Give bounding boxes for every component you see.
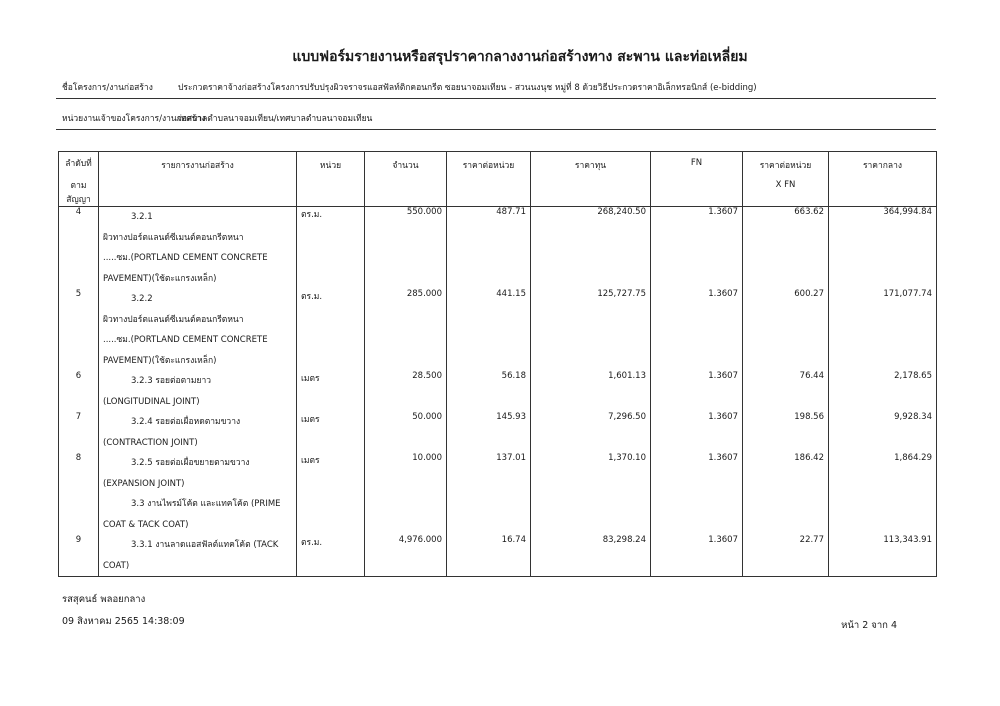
description-line: ผิวทางปอร์ตแลนด์ซีเมนต์คอนกรีตหนา: [103, 232, 244, 243]
row-unit: ตร.ม.: [297, 535, 365, 577]
agency-row: [56, 111, 936, 130]
row-description: [99, 453, 297, 535]
row-unit: เมตร: [297, 412, 365, 453]
row-median: 171,077.74: [829, 289, 937, 371]
row-unit-price: 137.01: [447, 453, 531, 535]
description-line: .....ซม.(PORTLAND CEMENT CONCRETE: [103, 335, 268, 345]
description-line: 3.2.4 รอยต่อเผื่อหดตามขวาง: [131, 417, 241, 427]
row-qty: 28.500: [365, 371, 447, 412]
row-seq: 9: [59, 535, 99, 577]
footer-datetime: 09 สิงหาคม 2565 14:38:09: [62, 616, 185, 627]
row-fn: 1.3607: [651, 535, 743, 577]
col-fn: FN: [651, 152, 743, 207]
table-row: [59, 207, 937, 290]
footer-name: รสสุคนธ์ พลอยกลาง: [62, 594, 146, 605]
project-value: ประกวดราคาจ้างก่อสร้างโครงการปรับปรุงผิวจราจรแอสฟัลท์ติกคอนกรีต ซอยนาจอมเทียน - สวนนงนุช หมู่ที่ 8 ด้วยวิธีประกวดราคาอิเล็กทรอนิกส์ (e-bidding): [178, 83, 757, 93]
description-line: 3.2.3 รอยต่อตามยาว: [131, 376, 212, 386]
row-seq: 8: [59, 453, 99, 535]
table-row: [59, 535, 937, 577]
col-seq-line1: ลำดับที่: [65, 159, 92, 169]
row-cost: 1,370.10: [531, 453, 651, 535]
row-qty: 10.000: [365, 453, 447, 535]
description-line: COAT & TACK COAT): [103, 519, 189, 530]
description-line: PAVEMENT)(ใช้ตะแกรงเหล็ก): [103, 355, 217, 366]
description-line: ผิวทางปอร์ตแลนด์ซีเมนต์คอนกรีตหนา: [103, 314, 244, 325]
col-price-fn: [743, 152, 829, 207]
row-fn: 1.3607: [651, 453, 743, 535]
row-qty: 285.000: [365, 289, 447, 371]
row-unit-price: 56.18: [447, 371, 531, 412]
row-cost: 7,296.50: [531, 412, 651, 453]
row-description: [99, 412, 297, 453]
project-row: [56, 80, 936, 99]
description-line: COAT): [103, 560, 130, 571]
row-cost: 268,240.50: [531, 207, 651, 290]
table-row: [59, 371, 937, 412]
row-median: 9,928.34: [829, 412, 937, 453]
row-fn: 1.3607: [651, 289, 743, 371]
row-description: [99, 207, 297, 290]
table-row: [59, 289, 937, 371]
row-median: 1,864.29: [829, 453, 937, 535]
row-median: 2,178.65: [829, 371, 937, 412]
table-row: [59, 412, 937, 453]
row-unit: เมตร: [297, 453, 365, 535]
row-seq: 6: [59, 371, 99, 412]
agency-value: เทศบาลตำบลนาจอมเทียน/เทศบาลตำบลนาจอมเทียน: [178, 114, 373, 124]
col-cost: ราคาทุน: [531, 152, 651, 207]
row-seq: 4: [59, 207, 99, 290]
col-unit: หน่วย: [297, 152, 365, 207]
row-unit-price: 487.71: [447, 207, 531, 290]
row-price-fn: 663.62: [743, 207, 829, 290]
row-cost: 83,298.24: [531, 535, 651, 577]
row-qty: 4,976.000: [365, 535, 447, 577]
col-price-fn-line2: X FN: [775, 180, 796, 190]
row-unit-price: 145.93: [447, 412, 531, 453]
row-median: 113,343.91: [829, 535, 937, 577]
col-seq: [59, 152, 99, 207]
row-unit: ตร.ม.: [297, 289, 365, 371]
project-label: ชื่อโครงการ/งานก่อสร้าง: [62, 83, 153, 93]
table-row: [59, 453, 937, 535]
footer-page-number: หน้า 2 จาก 4: [841, 620, 897, 631]
row-description: [99, 535, 297, 577]
description-line: .....ซม.(PORTLAND CEMENT CONCRETE: [103, 253, 268, 263]
row-unit-price: 16.74: [447, 535, 531, 577]
row-description: [99, 289, 297, 371]
description-line: (CONTRACTION JOINT): [103, 437, 198, 448]
description-line: (EXPANSION JOINT): [103, 478, 185, 489]
description-line: 3.2.2: [131, 294, 153, 304]
row-unit: เมตร: [297, 371, 365, 412]
row-cost: 1,601.13: [531, 371, 651, 412]
col-qty: จำนวน: [365, 152, 447, 207]
row-fn: 1.3607: [651, 207, 743, 290]
row-price-fn: 186.42: [743, 453, 829, 535]
row-price-fn: 198.56: [743, 412, 829, 453]
description-line: 3.2.5 รอยต่อเผื่อขยายตามขวาง: [131, 458, 250, 468]
col-item: รายการงานก่อสร้าง: [99, 152, 297, 207]
row-description: [99, 371, 297, 412]
document-title: แบบฟอร์มรายงานหรือสรุปราคากลางงานก่อสร้างทาง สะพาน และท่อเหลี่ยม: [292, 49, 748, 65]
description-line: 3.2.1: [131, 212, 153, 222]
col-median: ราคากลาง: [829, 152, 937, 207]
row-seq: 7: [59, 412, 99, 453]
row-qty: 550.000: [365, 207, 447, 290]
col-price-fn-line1: ราคาต่อหน่วย: [759, 161, 812, 171]
row-qty: 50.000: [365, 412, 447, 453]
description-line: PAVEMENT)(ใช้ตะแกรงเหล็ก): [103, 273, 217, 284]
row-fn: 1.3607: [651, 371, 743, 412]
description-line: 3.3 งานไพรม์โค้ต และแทคโค้ต (PRIME: [131, 499, 281, 509]
row-seq: 5: [59, 289, 99, 371]
row-unit-price: 441.15: [447, 289, 531, 371]
row-unit: ตร.ม.: [297, 207, 365, 290]
row-price-fn: 600.27: [743, 289, 829, 371]
row-price-fn: 76.44: [743, 371, 829, 412]
description-line: 3.3.1 งานลาดแอสฟัลต์แทคโค้ต (TACK: [131, 540, 279, 550]
price-table: [58, 151, 937, 577]
row-price-fn: 22.77: [743, 535, 829, 577]
row-median: 364,994.84: [829, 207, 937, 290]
agency-label: หน่วยงานเจ้าของโครงการ/งานก่อสร้าง: [62, 114, 206, 124]
col-seq-line2: ตามสัญญา: [66, 181, 91, 205]
row-cost: 125,727.75: [531, 289, 651, 371]
description-line: (LONGITUDINAL JOINT): [103, 396, 200, 407]
col-unit-price: ราคาต่อหน่วย: [447, 152, 531, 207]
row-fn: 1.3607: [651, 412, 743, 453]
header-row: [59, 152, 937, 207]
